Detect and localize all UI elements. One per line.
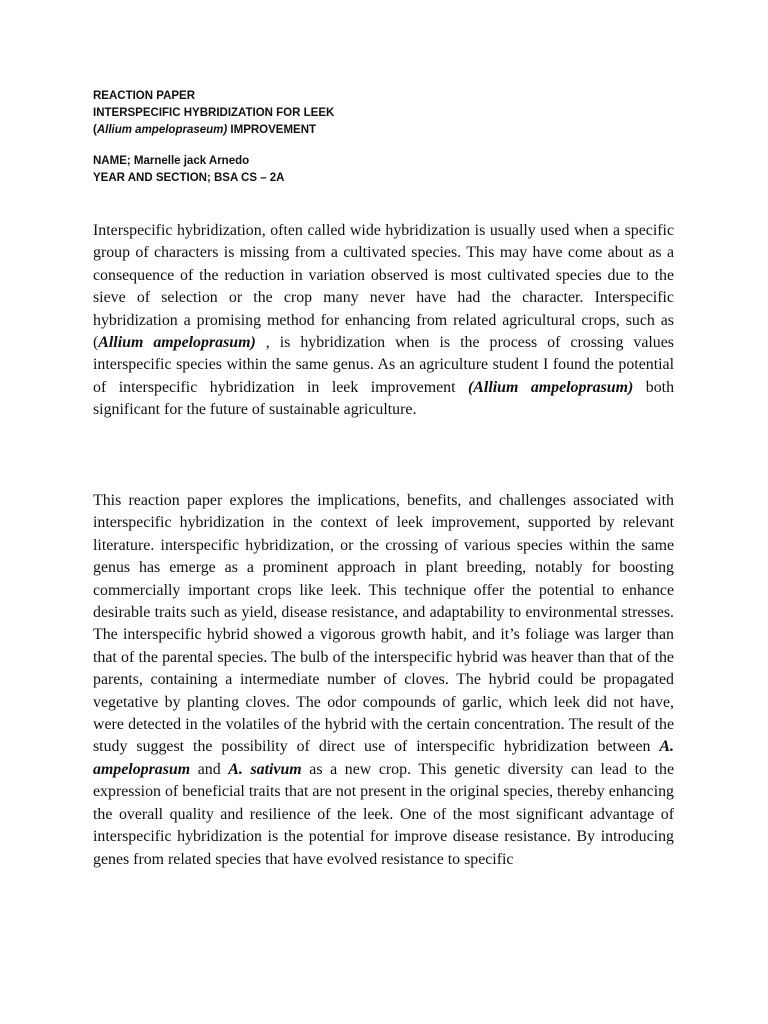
paper-subtitle [93, 122, 334, 139]
subtitle-open: ( [93, 123, 97, 136]
emphasized-term: A. ampeloprasum [93, 738, 674, 778]
paragraph-text: Interspecific hybridization, often called wide hybridization is usually used when a specific group of characters is missing from a cultivated species. This may have come about as a consequence of the reduction in variation observed is most cultivated species due to the sieve of selection or the crop many never have had the character. Interspecific hybridization a promising method for enhancing from related agricultural crops, such as ( [93, 222, 674, 352]
paragraph-text: both significant for the future of sustainable agriculture. [93, 378, 675, 419]
paragraph-text: , is hybridization when is the process of crossing values interspecific species within the same genus. As an agriculture student I found the potential of interspecific hybridization in leek improvement [93, 334, 674, 396]
emphasized-term: (Allium ampeloprasum) [468, 378, 634, 396]
paragraph-text: as a new crop. This genetic diversity can lead to the expression of beneficial traits that are not present in the original species, thereby enhancing the overall quality and resilience of the leek. One of the most significant advantage of interspecific hybridization is the potential for improve disease resistance. By introducing genes from related species that have evolved resistance to specific [93, 760, 674, 868]
header-spacer [93, 138, 334, 153]
paper-title: INTERSPECIFIC HYBRIDIZATION FOR LEEK [93, 106, 335, 119]
subtitle-rest: IMPROVEMENT [227, 123, 317, 136]
author-name: NAME; Marnelle jack Arnedo [93, 155, 250, 168]
body-paragraph-2 [93, 490, 674, 871]
body-paragraph-1 [93, 220, 674, 422]
paragraph-text: This reaction paper explores the implications, benefits, and challenges associated with interspecific hybridization in the context of leek improvement, supported by relevant literature. interspecific hybridization, or the crossing of various species within the same genus has emerge as a prominent approach in plant breeding, notably for boosting commercially important crops like leek. This technique offer the potential to enhance desirable traits such as yield, disease resistance, and adaptability to environmental stresses. The interspecific hybrid showed a vigorous growth habit, and it’s foliage was larger than that of the parental species. The bulb of the interspecific hybrid was heaver than that of the parents, containing a intermediate number of cloves. The hybrid could be propagated vegetative by planting cloves. The odor compounds of garlic, which leek did not have, were detected in the volatiles of the hybrid with the certain concentration. The result of the study suggest the possibility of direct use of interspecific hybridization between [93, 492, 674, 756]
document-header [93, 88, 334, 187]
paper-type-title: REACTION PAPER [93, 90, 196, 102]
year-section: YEAR AND SECTION; BSA CS – 2A [93, 172, 285, 185]
emphasized-term: A. sativum [228, 760, 302, 778]
species-name: Allium ampelopraseum) [96, 123, 228, 136]
paragraph-text: and [190, 760, 229, 778]
emphasized-term: Allium ampeloprasum) [98, 334, 256, 352]
